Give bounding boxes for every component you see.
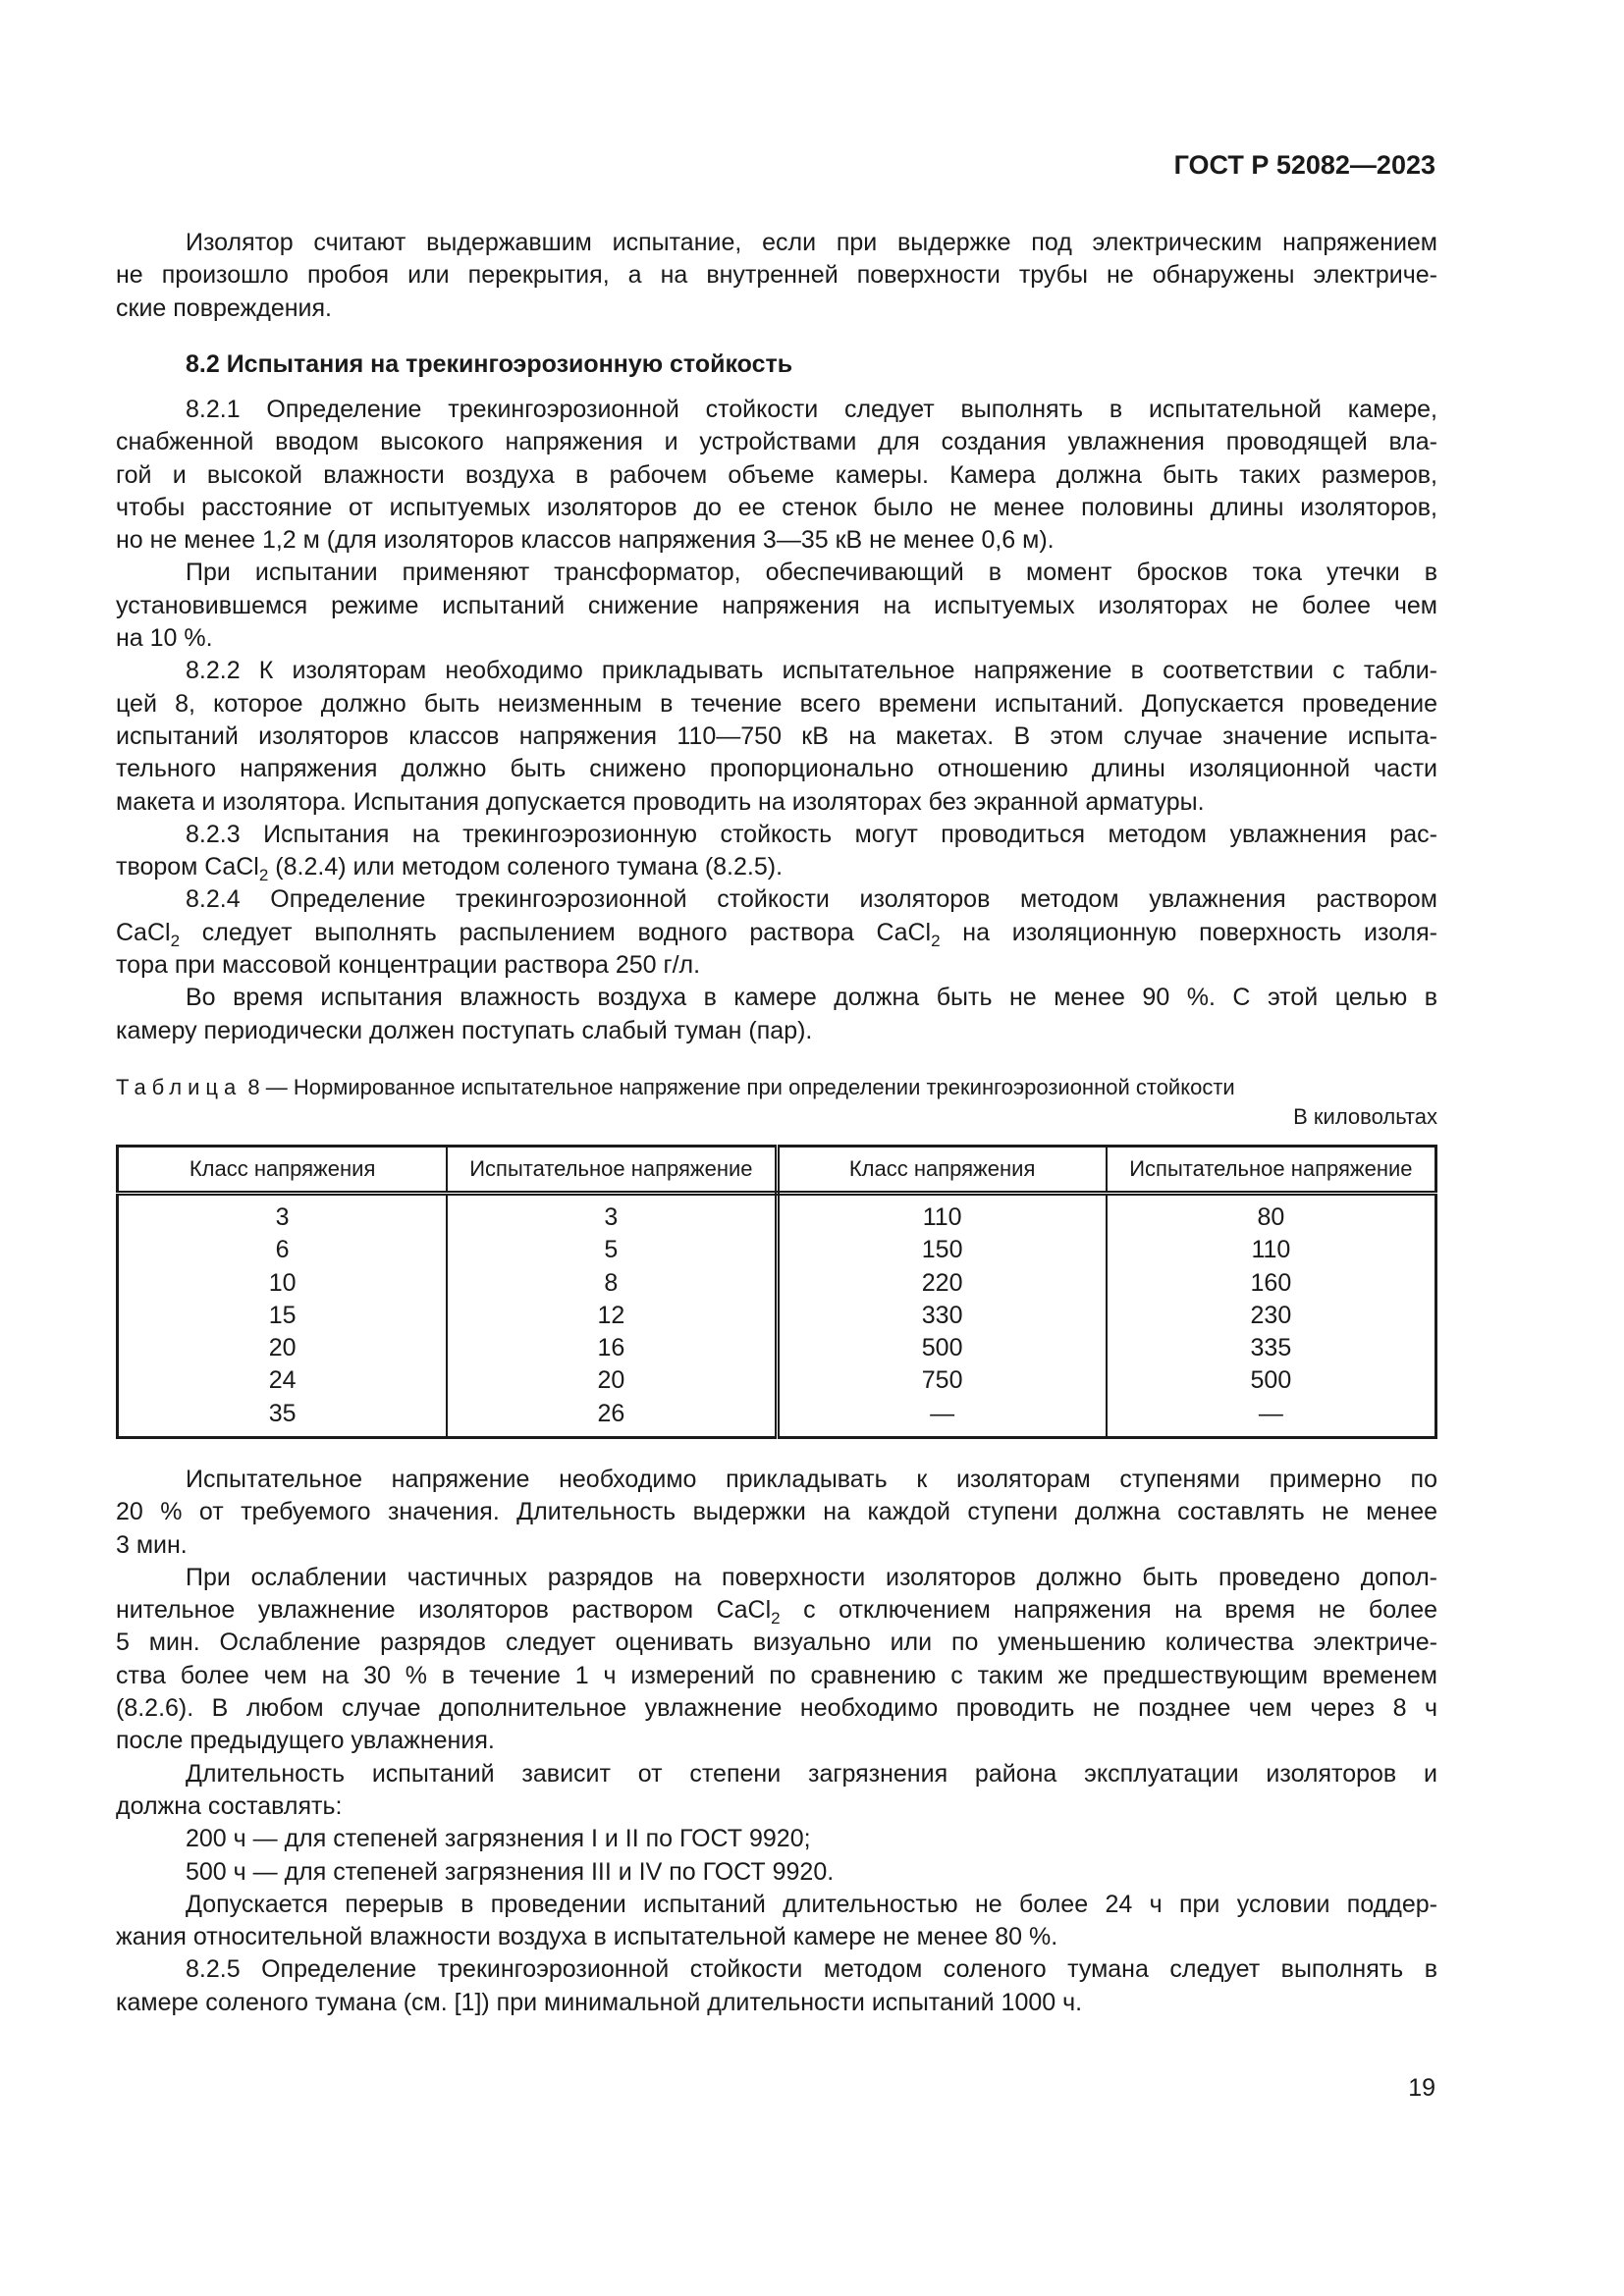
text-line: Испытательное напряжение необходимо прикладывать к изоляторам ступенями примерно по (186, 1466, 1437, 1493)
table-cell: 230 (1107, 1300, 1436, 1332)
paragraph (116, 1823, 1437, 1855)
paragraph (116, 1953, 1437, 2019)
header-voltage-class-2: Класс напряжения (777, 1147, 1107, 1194)
table-cell: 24 (118, 1364, 448, 1397)
text-block-8-2 (116, 394, 1437, 1047)
text-segment: твором CaCl (116, 853, 259, 881)
table-cell: 5 (447, 1234, 777, 1266)
header-test-voltage-1: Испытательное напряжение (447, 1147, 777, 1194)
text-line: но не менее 1,2 м (для изоляторов классов напряжения 3—35 кВ не менее 0,6 м). (116, 526, 1055, 555)
paragraph (116, 1562, 1437, 1758)
text-segment: на изоляционную поверхность изоля- (940, 918, 1438, 946)
text-line: (8.2.6). В любом случае дополнительное увлажнение необходимо проводить не позднее чем через 8 ч (116, 1694, 1437, 1723)
table-caption-text: 8 — Нормированное испытательное напряжение при определении трекингоэрозионной стойкости (242, 1075, 1235, 1099)
table-header-row (118, 1147, 1436, 1194)
table-cell: 35 (118, 1398, 448, 1438)
table-cell: 500 (1107, 1364, 1436, 1397)
text-line: При ослаблении частичных разрядов на поверхности изоляторов должно быть проведено допол- (186, 1563, 1437, 1591)
header-test-voltage-2: Испытательное напряжение (1107, 1147, 1436, 1194)
text-line: 8.2.2 К изоляторам необходимо прикладывать испытательное напряжение в соответствии с табли- (186, 657, 1437, 685)
table-8-test-voltage (116, 1145, 1437, 1439)
text-line: Во время испытания влажность воздуха в камере должна быть не менее 90 %. С этой целью в (186, 984, 1437, 1012)
table-cell: 3 (118, 1194, 448, 1235)
table-caption (116, 1073, 1437, 1102)
paragraph (116, 1856, 1437, 1889)
subscript: 2 (258, 866, 269, 885)
text-line: 8.2.4 Определение трекингоэрозионной стойкости изоляторов методом увлажнения раствором (186, 885, 1437, 914)
text-line: 5 мин. Ослабление разрядов следует оценивать визуально или по уменьшению количества электриче- (116, 1629, 1437, 1657)
header-voltage-class-1: Класс напряжения (118, 1147, 448, 1194)
table-units: В киловольтах (1293, 1104, 1437, 1129)
text-line: 20 % от требуемого значения. Длительность выдержки на каждой ступени должна составлять не менее (116, 1498, 1437, 1526)
text-line: 8.2.5 Определение трекингоэрозионной стойкости методом соленого тумана следует выполнять в (186, 1955, 1437, 1984)
text-line: установившемся режиме испытаний снижение напряжения на испытуемых изоляторах не более чем (116, 591, 1437, 619)
paragraph (116, 819, 1437, 884)
table-cell: 6 (118, 1234, 448, 1266)
section-heading-8-2: 8.2 Испытания на трекингоэрозионную стойкость (186, 350, 793, 378)
text-line: Допускается перерыв в проведении испытаний длительностью не более 24 ч при условии поддер- (186, 1890, 1437, 1918)
table-cell: 80 (1107, 1194, 1436, 1235)
text-line: должна составлять: (116, 1791, 343, 1820)
text-line: 200 ч — для степеней загрязнения I и II по ГОСТ 9920; (186, 1825, 811, 1853)
table-row (118, 1300, 1436, 1332)
text-line: 500 ч — для степеней загрязнения III и IV по ГОСТ 9920. (186, 1857, 835, 1886)
text-line: ские повреждения. (116, 294, 332, 322)
text-line: Длительность испытаний зависит от степени загрязнения района эксплуатации изоляторов и (186, 1759, 1437, 1788)
text-line: 8.2.1 Определение трекингоэрозионной стойкости следует выполнять в испытательной камере, (186, 396, 1437, 423)
table-cell: 750 (777, 1364, 1107, 1397)
table-cell: 8 (447, 1267, 777, 1300)
table-caption-block (116, 1073, 1437, 1132)
paragraph (116, 883, 1437, 982)
table-cell: 335 (1107, 1332, 1436, 1364)
text-line: камере соленого тумана (см. [1]) при минимальной длительности испытаний 1000 ч. (116, 1988, 1083, 2016)
text-line: чтобы расстояние от испытуемых изоляторов до ее стенок было не менее половины длины изоляторов, (116, 493, 1437, 521)
text-line (116, 1594, 1437, 1627)
table-cell: 20 (447, 1364, 777, 1397)
page-number: 19 (1408, 2074, 1435, 2102)
text-line: тора при массовой концентрации раствора 250 г/л. (116, 951, 701, 980)
text-segment: (8.2.4) или методом соленого тумана (8.2.5). (268, 853, 784, 881)
text-block-after-table (116, 1464, 1437, 2019)
subscript: 2 (771, 1609, 781, 1629)
text-line: камеру периодически должен поступать слабый туман (пар). (116, 1016, 813, 1044)
text-line (116, 917, 1437, 949)
text-line: 3 мин. (116, 1530, 188, 1559)
table-cell: 15 (118, 1300, 448, 1332)
text-line: снабженной вводом высокого напряжения и устройствами для создания увлажнения проводящей вла- (116, 428, 1437, 456)
table-row (118, 1267, 1436, 1300)
paragraph (116, 1758, 1437, 1824)
text-line: гой и высокой влажности воздуха в рабочем объеме камеры. Камера должна быть таких размеров, (116, 460, 1437, 489)
table-cell: 330 (777, 1300, 1107, 1332)
table-cell: 20 (118, 1332, 448, 1364)
text-line (116, 851, 1437, 883)
paragraph (116, 394, 1437, 557)
table-cell: 160 (1107, 1267, 1436, 1300)
table-cell: 12 (447, 1300, 777, 1332)
text-line: ства более чем на 30 % в течение 1 ч измерений по сравнению с таким же предшествующим временем (116, 1661, 1437, 1689)
text-line: испытаний изоляторов классов напряжения 110—750 кВ на макетах. В этом случае значение испыта- (116, 721, 1437, 750)
paragraph (116, 1889, 1437, 1954)
table-cell: — (1107, 1398, 1436, 1438)
text-line: При испытании применяют трансформатор, обеспечивающий в момент бросков тока утечки в (186, 559, 1437, 587)
text-line: жания относительной влажности воздуха в испытательной камере не менее 80 %. (116, 1923, 1058, 1951)
table-cell: 3 (447, 1194, 777, 1235)
subscript: 2 (170, 931, 181, 950)
text-line: макета и изолятора. Испытания допускается проводить на изоляторах без экранной арматуры. (116, 787, 1205, 816)
document-designation: ГОСТ Р 52082—2023 (1173, 150, 1435, 180)
text-segment: с отключением напряжения на время не более (780, 1596, 1437, 1625)
text-segment: следует выполнять распылением водного раствора CaCl (180, 918, 932, 946)
text-line: Изолятор считают выдержавшим испытание, если при выдержке под электрическим напряжением (186, 229, 1437, 256)
table-cell: 110 (777, 1194, 1107, 1235)
table-row (118, 1398, 1436, 1438)
table-cell: 10 (118, 1267, 448, 1300)
text-segment: CaCl (116, 918, 171, 946)
table-cell: 220 (777, 1267, 1107, 1300)
text-line: тельного напряжения должно быть снижено пропорционально отношению длины изоляционной части (116, 755, 1437, 783)
paragraph (116, 982, 1437, 1047)
table-row (118, 1364, 1436, 1397)
paragraph (116, 1464, 1437, 1562)
table-cell: — (777, 1398, 1107, 1438)
table-caption-label: Таблица (116, 1075, 243, 1099)
table-cell: 110 (1107, 1234, 1436, 1266)
table-cell: 150 (777, 1234, 1107, 1266)
text-line: после предыдущего увлажнения. (116, 1727, 495, 1755)
text-block-intro (116, 227, 1437, 325)
table-cell: 16 (447, 1332, 777, 1364)
table-cell: 26 (447, 1398, 777, 1438)
paragraph (116, 557, 1437, 655)
table-row (118, 1194, 1436, 1235)
text-line: на 10 %. (116, 624, 213, 653)
table-row (118, 1234, 1436, 1266)
subscript: 2 (931, 931, 941, 950)
text-line: не произошло пробоя или перекрытия, а на внутренней поверхности трубы не обнаружены электриче- (116, 261, 1437, 290)
text-segment: нительное увлажнение изоляторов раствором CaCl (116, 1596, 772, 1625)
table-cell: 500 (777, 1332, 1107, 1364)
text-line: цей 8, которое должно быть неизменным в течение всего времени испытаний. Допускается проведение (116, 689, 1437, 718)
text-line: 8.2.3 Испытания на трекингоэрозионную стойкость могут проводиться методом увлажнения рас- (186, 820, 1437, 848)
paragraph (116, 655, 1437, 818)
table-row (118, 1332, 1436, 1364)
paragraph (116, 227, 1437, 325)
